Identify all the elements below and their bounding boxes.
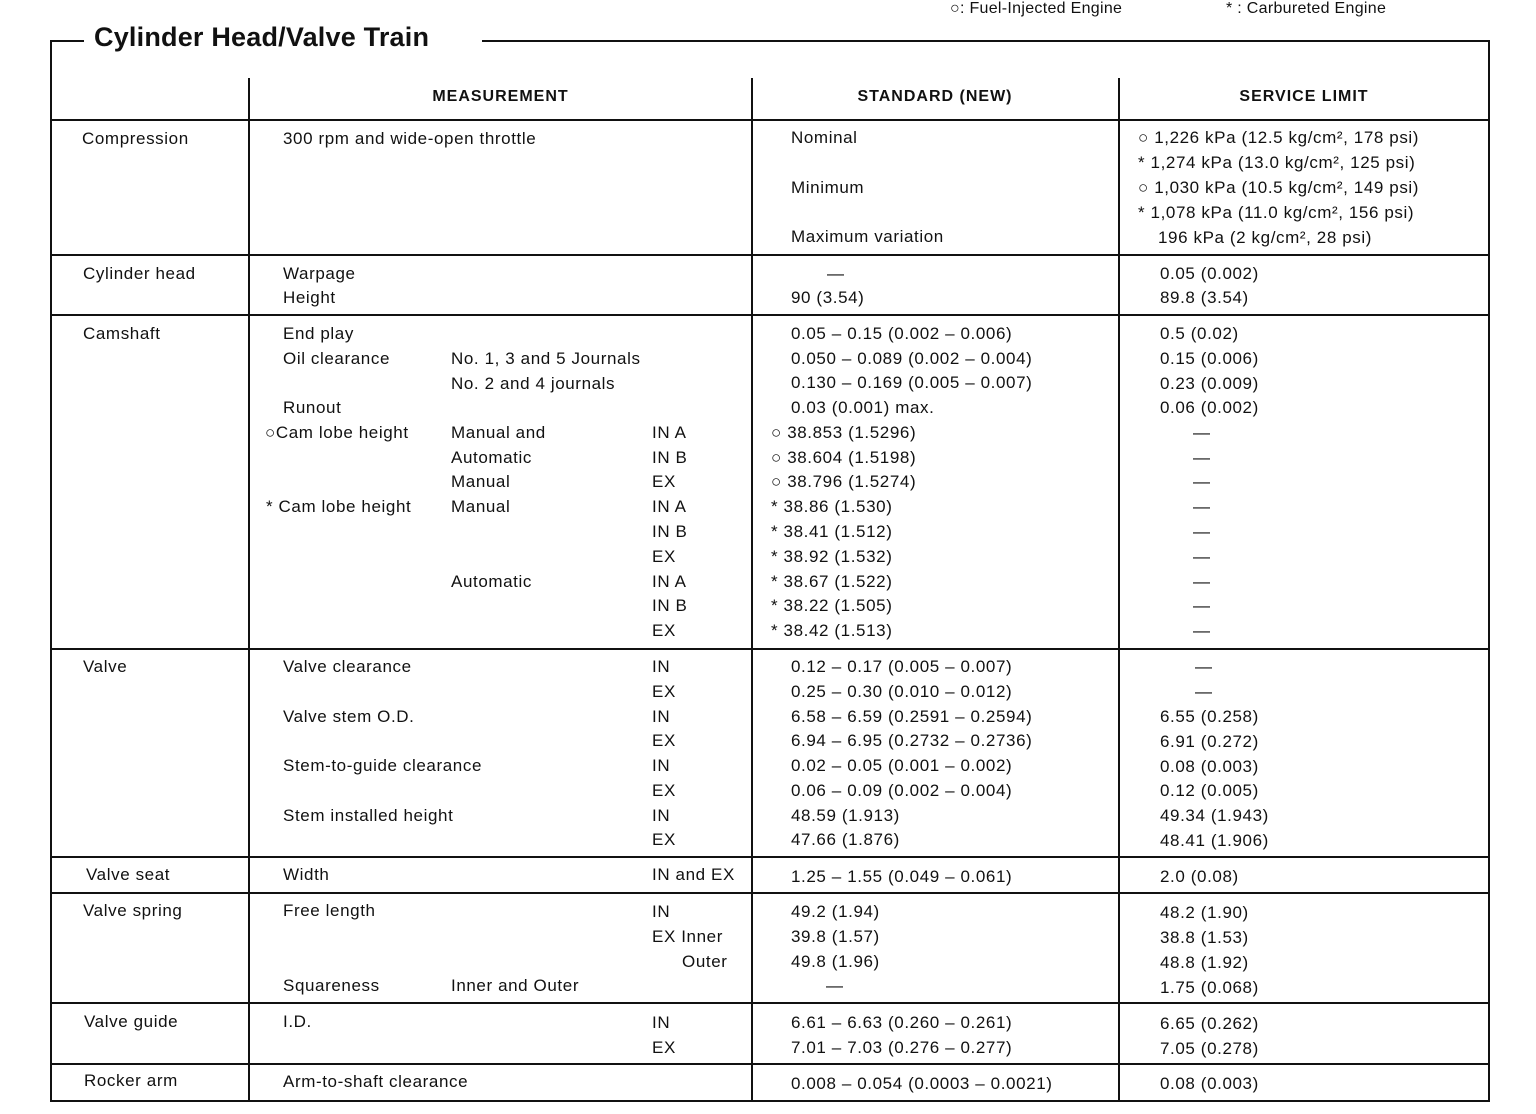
camshaft-std-8: * 38.86 (1.530) xyxy=(771,497,893,516)
valve-pos-5: IN xyxy=(652,756,671,775)
compression-limit-5: 196 kPa (2 kg/cm², 28 psi) xyxy=(1158,228,1373,247)
camshaft-pos-1: IN A xyxy=(652,423,687,442)
row-divider-valve-seat xyxy=(50,892,1490,894)
valve-std-5: 0.02 – 0.05 (0.001 – 0.002) xyxy=(791,756,1013,775)
valve-std-2: 0.25 – 0.30 (0.010 – 0.012) xyxy=(791,682,1013,701)
camshaft-sub-journals-24: No. 2 and 4 journals xyxy=(451,374,616,393)
camshaft-pos-7: IN A xyxy=(652,572,687,591)
camshaft-sub-automatic-carb: Automatic xyxy=(451,572,532,591)
valve-pos-8: EX xyxy=(652,830,676,849)
camshaft-std-3: 0.130 – 0.169 (0.005 – 0.007) xyxy=(791,373,1033,392)
row-divider-compression xyxy=(50,254,1490,256)
valve-std-6: 0.06 – 0.09 (0.002 – 0.004) xyxy=(791,781,1013,800)
valve-guide-id: I.D. xyxy=(283,1012,312,1031)
valve-guide-pos-2: EX xyxy=(652,1038,676,1057)
camshaft-limit-9: — xyxy=(1193,522,1211,541)
camshaft-limit-3: 0.23 (0.009) xyxy=(1160,374,1259,393)
col-divider-2 xyxy=(751,78,753,1100)
valve-spring-limit-4: 1.75 (0.068) xyxy=(1160,978,1259,997)
valve-guide-limit-1: 6.65 (0.262) xyxy=(1160,1014,1259,1033)
section-valve-guide: Valve guide xyxy=(84,1012,179,1031)
camshaft-std-12: * 38.22 (1.505) xyxy=(771,596,893,615)
camshaft-limit-7: — xyxy=(1193,472,1211,491)
cylinder-head-limit-warpage: 0.05 (0.002) xyxy=(1160,264,1259,283)
camshaft-limit-1: 0.5 (0.02) xyxy=(1160,324,1239,343)
legend-fuel-injected: ○: Fuel-Injected Engine xyxy=(950,0,1123,17)
valve-spring-pos-3: Outer xyxy=(682,952,728,971)
row-divider-valve xyxy=(50,856,1490,858)
valve-seat-pos: IN and EX xyxy=(652,865,735,884)
header-standard: STANDARD (NEW) xyxy=(857,88,1013,105)
cylinder-head-std-warpage: — xyxy=(827,264,845,283)
camshaft-std-10: * 38.92 (1.532) xyxy=(771,547,893,566)
valve-pos-4: EX xyxy=(652,731,676,750)
col-divider-3 xyxy=(1118,78,1120,1100)
valve-limit-6: 0.12 (0.005) xyxy=(1160,781,1259,800)
valve-limit-7: 49.34 (1.943) xyxy=(1160,806,1269,825)
row-divider-valve-guide xyxy=(50,1063,1490,1065)
cylinder-head-limit-height: 89.8 (3.54) xyxy=(1160,288,1249,307)
cylinder-head-height: Height xyxy=(283,288,336,307)
valve-stem-guide-clearance: Stem-to-guide clearance xyxy=(283,756,483,775)
valve-stem-installed-height: Stem installed height xyxy=(283,806,454,825)
valve-limit-4: 6.91 (0.272) xyxy=(1160,732,1259,751)
valve-guide-limit-2: 7.05 (0.278) xyxy=(1160,1039,1259,1058)
valve-std-1: 0.12 – 0.17 (0.005 – 0.007) xyxy=(791,657,1013,676)
valve-spring-limit-3: 48.8 (1.92) xyxy=(1160,953,1249,972)
row-divider-header xyxy=(50,119,1490,121)
valve-std-4: 6.94 – 6.95 (0.2732 – 0.2736) xyxy=(791,731,1033,750)
valve-pos-2: EX xyxy=(652,682,676,701)
compression-limit-1: ○ 1,226 kPa (12.5 kg/cm², 178 psi) xyxy=(1138,128,1420,147)
compression-limit-3: ○ 1,030 kPa (10.5 kg/cm², 149 psi) xyxy=(1138,178,1420,197)
camshaft-pos-9: EX xyxy=(652,621,676,640)
row-divider-valve-spring xyxy=(50,1002,1490,1004)
valve-limit-3: 6.55 (0.258) xyxy=(1160,707,1259,726)
camshaft-std-11: * 38.67 (1.522) xyxy=(771,572,893,591)
section-camshaft: Camshaft xyxy=(83,324,161,343)
camshaft-limit-4: 0.06 (0.002) xyxy=(1160,398,1259,417)
frame-top-left xyxy=(50,40,84,42)
section-rocker-arm: Rocker arm xyxy=(84,1071,178,1090)
valve-spring-limit-2: 38.8 (1.53) xyxy=(1160,928,1249,947)
camshaft-std-4: 0.03 (0.001) max. xyxy=(791,398,935,417)
frame-right xyxy=(1488,40,1490,1102)
valve-seat-std: 1.25 – 1.55 (0.049 – 0.061) xyxy=(791,867,1013,886)
camshaft-end-play: End play xyxy=(283,324,354,343)
valve-spring-inner-outer: Inner and Outer xyxy=(451,976,580,995)
camshaft-limit-10: — xyxy=(1193,547,1211,566)
camshaft-limit-2: 0.15 (0.006) xyxy=(1160,349,1259,368)
compression-std-max-variation: Maximum variation xyxy=(791,227,944,246)
rocker-arm-std: 0.008 – 0.054 (0.0003 – 0.0021) xyxy=(791,1074,1053,1093)
valve-guide-pos-1: IN xyxy=(652,1013,671,1032)
valve-spring-std-2: 39.8 (1.57) xyxy=(791,927,880,946)
valve-limit-8: 48.41 (1.906) xyxy=(1160,831,1269,850)
frame-top-right xyxy=(482,40,1490,42)
camshaft-std-2: 0.050 – 0.089 (0.002 – 0.004) xyxy=(791,349,1033,368)
valve-limit-5: 0.08 (0.003) xyxy=(1160,757,1259,776)
valve-pos-7: IN xyxy=(652,806,671,825)
camshaft-limit-13: — xyxy=(1193,621,1211,640)
compression-std-minimum: Minimum xyxy=(791,178,865,197)
camshaft-pos-6: EX xyxy=(652,547,676,566)
camshaft-sub-manual-carb: Manual xyxy=(451,497,511,516)
cylinder-head-std-height: 90 (3.54) xyxy=(791,288,865,307)
section-compression: Compression xyxy=(82,129,189,148)
valve-spring-std-1: 49.2 (1.94) xyxy=(791,902,880,921)
rocker-arm-limit: 0.08 (0.003) xyxy=(1160,1074,1259,1093)
compression-std-nominal: Nominal xyxy=(791,128,858,147)
camshaft-std-9: * 38.41 (1.512) xyxy=(771,522,893,541)
valve-guide-std-2: 7.01 – 7.03 (0.276 – 0.277) xyxy=(791,1038,1013,1057)
section-cylinder-head: Cylinder head xyxy=(83,264,196,283)
section-valve-seat: Valve seat xyxy=(86,865,171,884)
camshaft-sub-automatic-fi: Automatic xyxy=(451,448,532,467)
compression-limit-4: * 1,078 kPa (11.0 kg/cm², 156 psi) xyxy=(1138,203,1415,222)
camshaft-pos-3: EX xyxy=(652,472,676,491)
valve-seat-limit: 2.0 (0.08) xyxy=(1160,867,1239,886)
section-valve: Valve xyxy=(83,657,128,676)
col-divider-1 xyxy=(248,78,250,1100)
camshaft-sub-manual-fi: Manual xyxy=(451,472,511,491)
section-valve-spring: Valve spring xyxy=(83,901,183,920)
valve-spring-std-3: 49.8 (1.96) xyxy=(791,952,880,971)
camshaft-std-1: 0.05 – 0.15 (0.002 – 0.006) xyxy=(791,324,1013,343)
valve-seat-width: Width xyxy=(283,865,330,884)
valve-spring-free-length: Free length xyxy=(283,901,376,920)
valve-spring-std-4: — xyxy=(826,976,844,995)
valve-pos-1: IN xyxy=(652,657,671,676)
valve-spring-limit-1: 48.2 (1.90) xyxy=(1160,903,1249,922)
valve-guide-std-1: 6.61 – 6.63 (0.260 – 0.261) xyxy=(791,1013,1013,1032)
camshaft-std-6: ○ 38.604 (1.5198) xyxy=(771,448,917,467)
valve-spring-pos-2: EX Inner xyxy=(652,927,723,946)
valve-pos-6: EX xyxy=(652,781,676,800)
camshaft-limit-8: — xyxy=(1193,497,1211,516)
header-measurement: MEASUREMENT xyxy=(432,88,569,105)
camshaft-pos-4: IN A xyxy=(652,497,687,516)
valve-stem-od: Valve stem O.D. xyxy=(283,707,415,726)
frame-left xyxy=(50,40,52,1102)
row-divider-cylinder-head xyxy=(50,314,1490,316)
camshaft-limit-6: — xyxy=(1193,448,1211,467)
row-divider-camshaft xyxy=(50,648,1490,650)
camshaft-oil-clearance: Oil clearance xyxy=(283,349,391,368)
camshaft-cam-lobe-carb: * Cam lobe height xyxy=(266,497,412,516)
camshaft-sub-journals-135: No. 1, 3 and 5 Journals xyxy=(451,349,641,368)
camshaft-cam-lobe-fi: ○Cam lobe height xyxy=(265,423,409,442)
valve-std-7: 48.59 (1.913) xyxy=(791,806,900,825)
camshaft-std-13: * 38.42 (1.513) xyxy=(771,621,893,640)
legend-carbureted: * : Carbureted Engine xyxy=(1226,0,1387,17)
camshaft-limit-12: — xyxy=(1193,596,1211,615)
camshaft-limit-5: — xyxy=(1193,423,1211,442)
camshaft-runout: Runout xyxy=(283,398,342,417)
rocker-arm-clearance: Arm-to-shaft clearance xyxy=(283,1072,469,1091)
camshaft-pos-2: IN B xyxy=(652,448,688,467)
valve-spring-pos-1: IN xyxy=(652,902,671,921)
camshaft-pos-5: IN B xyxy=(652,522,688,541)
valve-spring-squareness: Squareness xyxy=(283,976,380,995)
page-title: Cylinder Head/Valve Train xyxy=(88,22,435,53)
valve-std-8: 47.66 (1.876) xyxy=(791,830,900,849)
camshaft-std-5: ○ 38.853 (1.5296) xyxy=(771,423,917,442)
camshaft-sub-manual-and: Manual and xyxy=(451,423,546,442)
header-service-limit: SERVICE LIMIT xyxy=(1239,88,1369,105)
valve-std-3: 6.58 – 6.59 (0.2591 – 0.2594) xyxy=(791,707,1033,726)
valve-limit-1: — xyxy=(1195,657,1213,676)
valve-limit-2: — xyxy=(1195,682,1213,701)
frame-bottom xyxy=(50,1100,1490,1102)
camshaft-std-7: ○ 38.796 (1.5274) xyxy=(771,472,917,491)
valve-clearance: Valve clearance xyxy=(283,657,412,676)
compression-limit-2: * 1,274 kPa (13.0 kg/cm², 125 psi) xyxy=(1138,153,1416,172)
compression-measurement: 300 rpm and wide-open throttle xyxy=(283,129,537,148)
valve-pos-3: IN xyxy=(652,707,671,726)
camshaft-limit-11: — xyxy=(1193,572,1211,591)
camshaft-pos-8: IN B xyxy=(652,596,688,615)
cylinder-head-warpage: Warpage xyxy=(283,264,356,283)
